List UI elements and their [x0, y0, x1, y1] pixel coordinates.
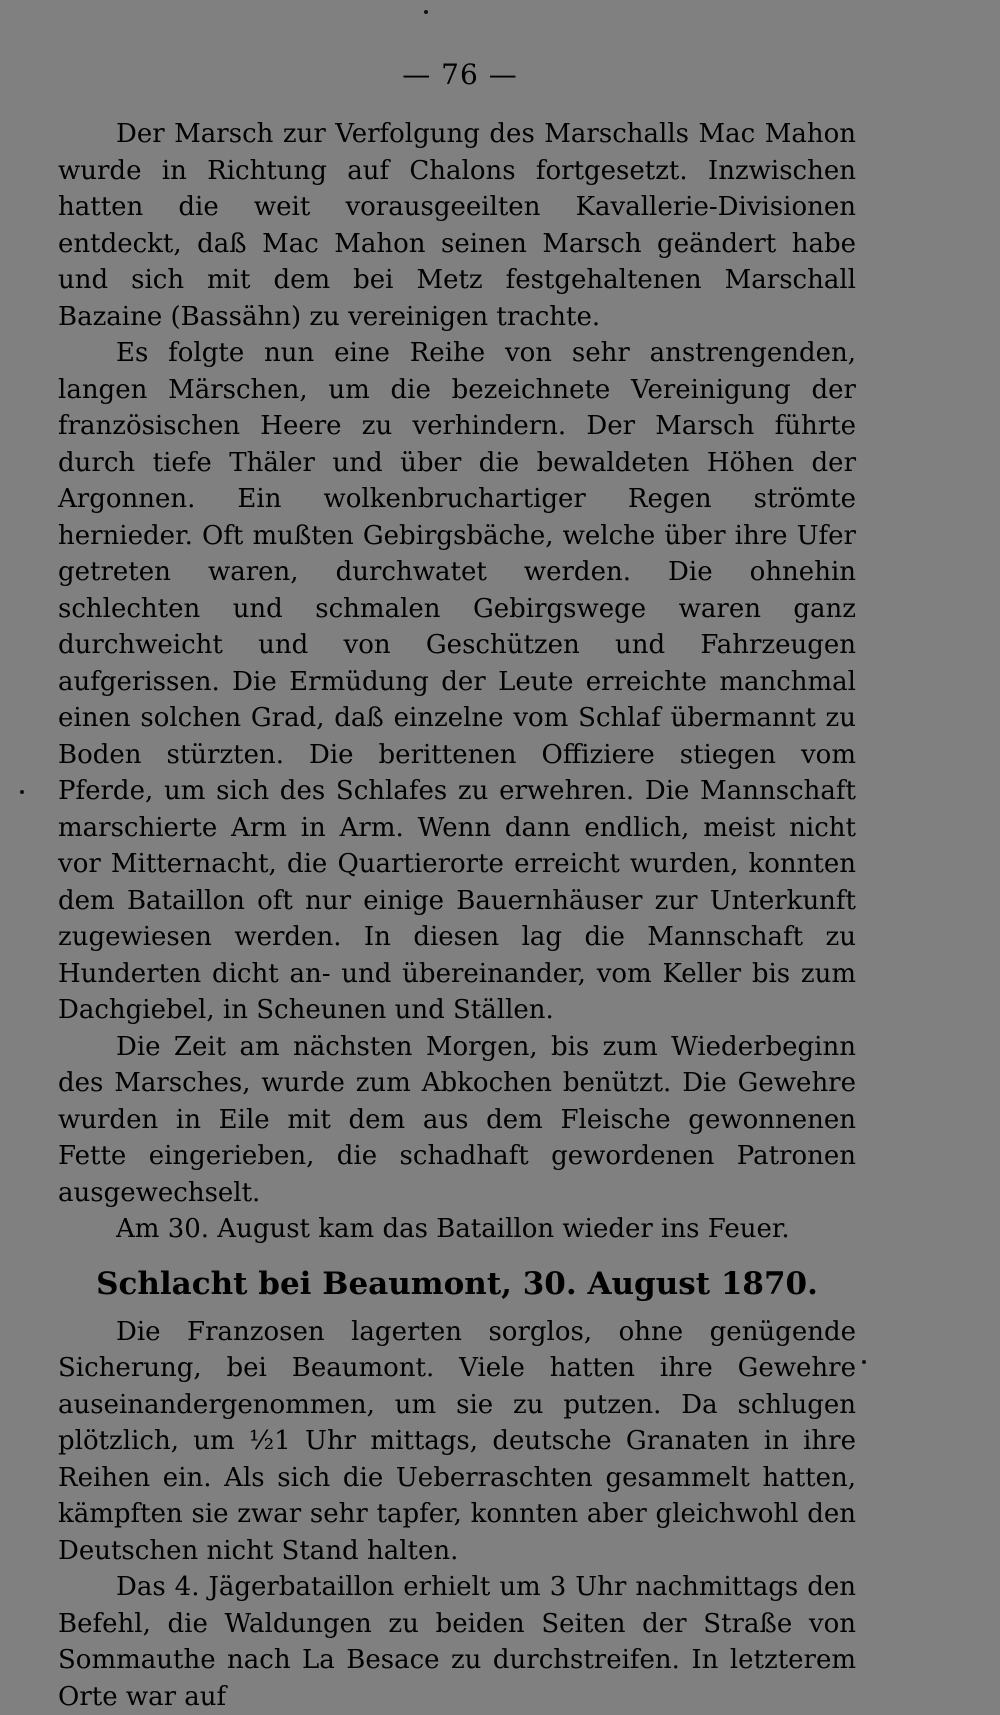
section-heading: Schlacht bei Beaumont, 30. August 1870.	[96, 1265, 818, 1302]
scan-speck	[862, 1360, 866, 1364]
scan-speck	[20, 790, 24, 794]
page-body	[58, 116, 856, 1715]
paragraph: Es folgte nun eine Reihe von sehr anstrengenden, langen Märschen, um die bezeichnete Vereinigung der französischen Heere zu verhindern. Der Marsch führte durch tiefe Thäler und über die bewaldeten Höhen der Argonnen. Ein wolkenbruchartiger Regen strömte hernieder. Oft mußten Gebirgsbäche, welche über ihre Ufer getreten waren, durchwatet werden. Die ohnehin schlechten und schmalen Gebirgswege waren ganz durchweicht und von Geschützen und Fahrzeugen aufgerissen. Die Ermüdung der Leute erreichte manchmal einen solchen Grad, daß einzelne vom Schlaf übermannt zu Boden stürzten. Die berittenen Offiziere stiegen vom Pferde, um sich des Schlafes zu erwehren. Die Mannschaft marschierte Arm in Arm. Wenn dann endlich, meist nicht vor Mitternacht, die Quartierorte erreicht wurden, konnten dem Bataillon oft nur einige Bauernhäuser zur Unterkunft zugewiesen werden. In diesen lag die Mannschaft zu Hunderten dicht an- und übereinander, vom Keller bis zum Dachgiebel, in Scheunen und Ställen.	[58, 338, 856, 1025]
paragraph: Die Zeit am nächsten Morgen, bis zum Wiederbeginn des Marsches, wurde zum Abkochen benützt. Die Gewehre wurden in Eile mit dem aus dem Fleische gewonnenen Fette eingerieben, die schadhaft gewordenen Patronen ausgewechselt.	[58, 1031, 856, 1208]
paragraph: Das 4. Jägerbataillon erhielt um 3 Uhr nachmittags den Befehl, die Waldungen zu beiden Seiten der Straße von Sommauthe nach La Besace zu durchstreifen. In letzterem Orte war auf	[58, 1572, 856, 1712]
paragraph: Am 30. August kam das Bataillon wieder ins Feuer.	[116, 1214, 790, 1244]
scan-speck	[424, 10, 428, 14]
paragraph: Der Marsch zur Verfolgung des Marschalls Mac Mahon wurde in Richtung auf Chalons fortgesetzt. Inzwischen hatten die weit vorausgeeilten Kavallerie-Divisionen entdeckt, daß Mac Mahon seinen Marsch geändert habe und sich mit dem bei Metz festgehaltenen Marschall Bazaine (Bassähn) zu vereinigen trachte.	[58, 119, 856, 332]
page-number: — 76 —	[402, 58, 518, 91]
paragraph: Die Franzosen lagerten sorglos, ohne genügende Sicherung, bei Beaumont. Viele hatten ihre Gewehre auseinandergenommen, um sie zu putzen. Da schlugen plötzlich, um ½1 Uhr mittags, deutsche Granaten in ihre Reihen ein. Als sich die Ueberraschten gesammelt hatten, kämpften sie zwar sehr tapfer, konnten aber gleichwohl den Deutschen nicht Stand halten.	[58, 1316, 856, 1566]
